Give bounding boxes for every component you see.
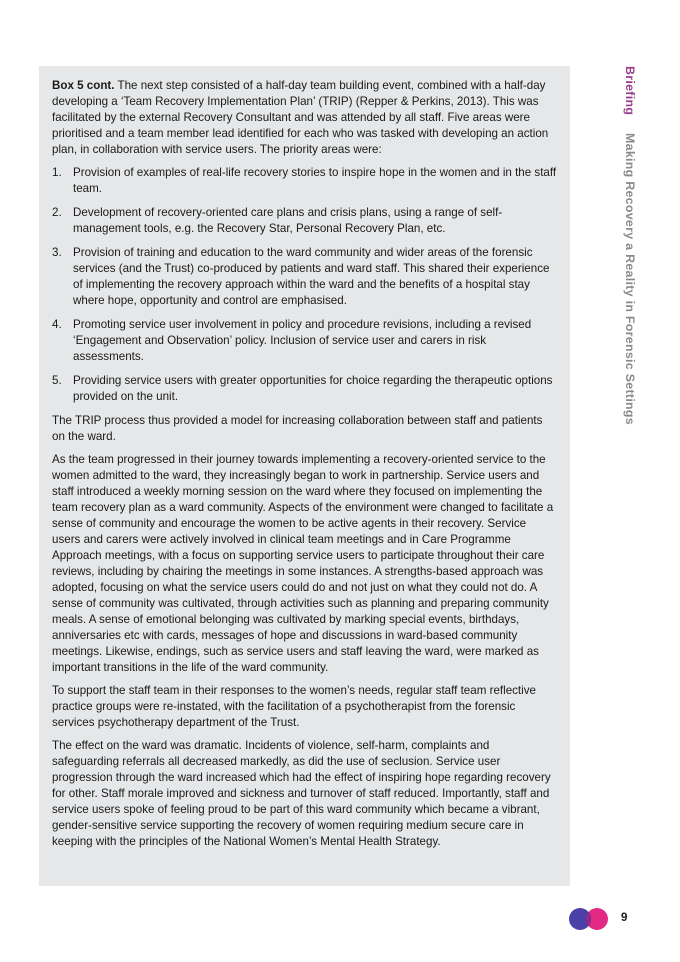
box-intro-text: The next step consisted of a half-day team building event, combined with a half-day developing a ‘Team Recovery Implementation Plan’ (TRIP) (Repper & Perkins, 2013). This was facilitated by the external Recovery Consultant and was attended by all staff. Five areas were prioritised and a team member lead identified for each who was tasked with developing an action plan, in collaboration with service users. The priority areas were: [52,79,549,156]
list-item-number: 1. [52,166,62,179]
paragraph-staff-support: To support the staff team in their responses to the women’s needs, regular staff team reflective practice groups were re-instated, with the facilitation of a psychotherapist from the forensic services psychotherapy department of the Trust. [52,684,536,729]
list-item [52,205,557,237]
list-item-text: Development of recovery-oriented care plans and crisis plans, using a range of self-management tools, e.g. the Recovery Star, Personal Recovery Plan, etc. [73,206,503,235]
paragraph-effect: The effect on the ward was dramatic. Incidents of violence, self-harm, complaints and safeguarding referrals all decreased markedly, as did the use of seclusion. Service user progression through the ward increased which had the effect of inspiring hope regarding recovery for other. Staff morale improved and sickness and turnover of staff reduced. Importantly, staff and service users spoke of feeling proud to be part of this ward community which became a vibrant, gender-sensitive service supporting the recovery of women requiring medium secure care in keeping with the principles of the National Women’s Mental Health Strategy. [52,739,551,848]
priority-list [52,165,557,405]
paragraph-trip-summary: The TRIP process thus provided a model for increasing collaboration between staff and patients on the ward. [52,414,543,443]
list-item [52,317,557,365]
overlapping-circles-logo-icon [568,907,610,931]
document-title: Making Recovery a Reality in Forensic Settings [623,132,637,425]
box-lead: Box 5 cont. [52,79,115,92]
box-intro [52,78,557,158]
list-item-number: 2. [52,206,62,219]
list-item [52,373,557,405]
list-item-text: Promoting service user involvement in policy and procedure revisions, including a revised ‘Engagement and Observation’ policy. Inclusion of service user and carers in risk assessments. [73,318,532,363]
paragraph-team-progress: As the team progressed in their journey towards implementing a recovery-oriented service to the women admitted to the ward, they increasingly began to work in partnership. Service users and staff introduced a weekly morning session on the ward where they focused on implementing the team recovery plan as a ward community. Aspects of the environment were changed to facilitate a sense of community and encourage the women to be active agents in their recovery. Service users and carers were actively involved in clinical team meetings and in Care Programme Approach meetings, with a focus on supporting service users to participate throughout their care reviews, including by chairing the meetings in some instances. A strengths-based approach was adopted, focusing on what the service users could do and not just on what they could not do. A sense of community was cultivated, through activities such as planning and preparing community meals. A sense of emotional belonging was cultivated by marking special events, birthdays, anniversaries etc with cards, messages of hope and discussions in ward-based community meetings. Likewise, endings, such as service users and staff leaving the ward, were marked as important transitions in the life of the ward community. [52,453,554,674]
section-label: Briefing [623,66,637,116]
list-item-number: 3. [52,246,62,259]
list-item-number: 4. [52,318,62,331]
list-item [52,165,557,197]
list-item-text: Providing service users with greater opportunities for choice regarding the therapeutic options provided on the unit. [73,374,553,403]
page-number: 9 [621,912,628,924]
list-item-text: Provision of training and education to the ward community and wider areas of the forensic services (and the Trust) co-produced by patients and ward staff. This shared their experience of implementing the recovery approach within the ward and the benefits of a hospital stay where hope, opportunity and control are emphasised. [73,246,550,307]
list-item-number: 5. [52,374,62,387]
running-header [623,66,637,425]
content-box [39,66,570,886]
list-item-text: Provision of examples of real-life recovery stories to inspire hope in the women and in the staff team. [73,166,557,195]
list-item [52,245,557,309]
